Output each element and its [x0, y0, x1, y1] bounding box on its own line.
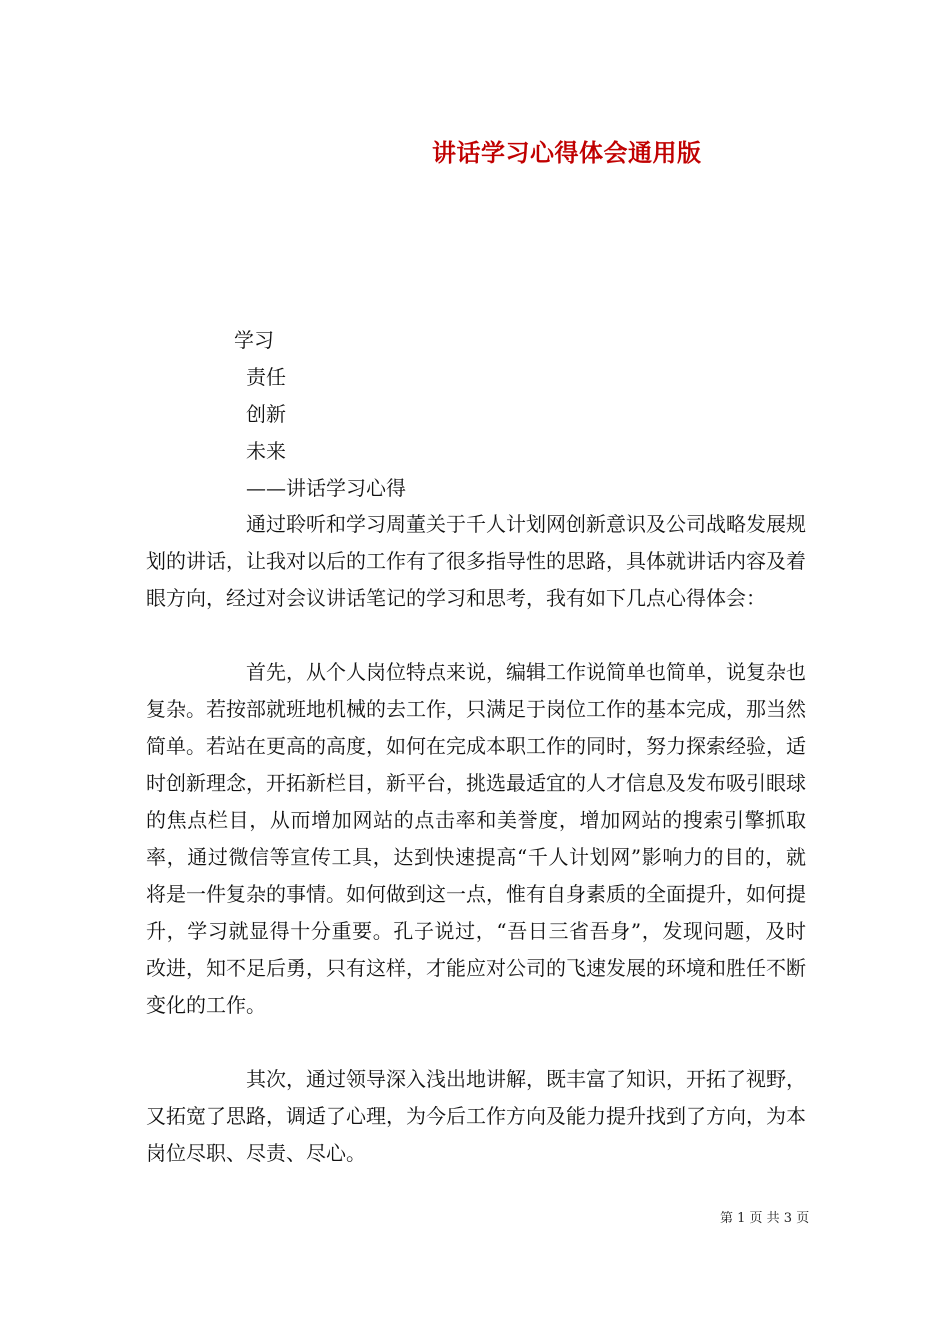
body-paragraph-3	[146, 1061, 806, 1172]
body-paragraph-2	[146, 654, 806, 1024]
paragraph-text: 首先，从个人岗位特点来说，编辑工作说简单也简单，说复杂也复杂。若按部就班地机械的去工作，只满足于岗位工作的基本完成，那当然简单。若站在更高的高度，如何在完成本职工作的同时，努力探索经验，适时创新理念，开拓新栏目，新平台，挑选最适宜的人才信息及发布吸引眼球的焦点栏目，从而增加网站的点击率和美誉度，增加网站的搜索引擎抓取率，通过微信等宣传工具，达到快速提高“千人计划网”影响力的目的，就将是一件复杂的事情。如何做到这一点，惟有自身素质的全面提升，如何提升，学习就显得十分重要。孔子说过，“吾日三省吾身”，发现问题，及时改进，知不足后勇，只有这样，才能应对公司的飞速发展的环境和胜任不断变化的工作。	[146, 660, 806, 1017]
paragraph-text: 其次，通过领导深入浅出地讲解，既丰富了知识，开拓了视野，又拓宽了思路，调适了心理，为今后工作方向及能力提升找到了方向，为本岗位尽职、尽责、尽心。	[146, 1067, 806, 1165]
outline-item-future: 未来	[246, 439, 286, 463]
outline-item-subtitle: ——讲话学习心得	[246, 476, 406, 500]
document-title: 讲话学习心得体会通用版	[432, 138, 702, 167]
outline-item-responsibility: 责任	[246, 365, 286, 389]
outline-item-innovation: 创新	[246, 402, 286, 426]
paragraph-text: 通过聆听和学习周董关于千人计划网创新意识及公司战略发展规划的讲话，让我对以后的工作有了很多指导性的思路，具体就讲话内容及着眼方向，经过对会议讲话笔记的学习和思考，我有如下几点心得体会：	[146, 512, 806, 610]
page-footer: 第 1 页 共 3 页	[720, 1211, 810, 1226]
outline-item-study: 学习	[234, 328, 274, 352]
body-paragraph-1	[146, 506, 806, 617]
